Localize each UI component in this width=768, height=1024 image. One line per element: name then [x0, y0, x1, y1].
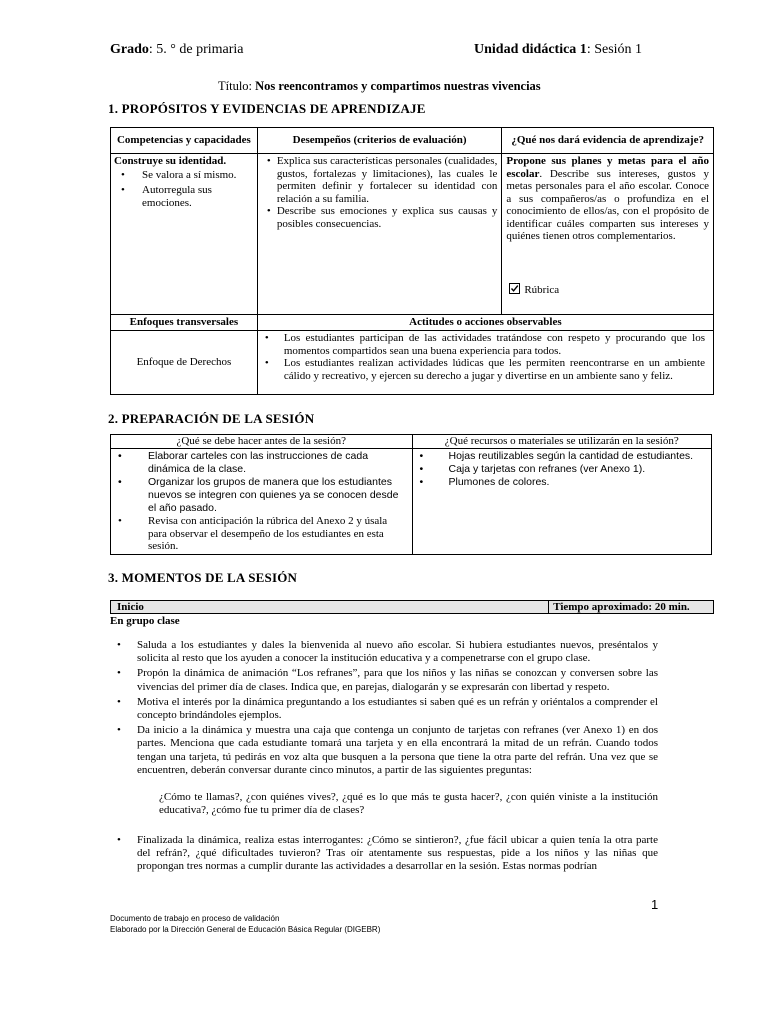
list-item: • Caja y tarjetas con refranes (ver Anexo 1). [413, 463, 710, 476]
inicio-steps-list [110, 639, 658, 777]
enfoques-header-row [111, 315, 714, 331]
list-item: • Plumones de colores. [413, 476, 710, 489]
list-item: • Explica sus características personales (cualidades, gustos, fortalezas y limitaciones), las cuales le permiten definir y fortalecer su identidad con relación a su familia. [260, 155, 498, 205]
list-item: • Hojas reutilizables según la cantidad de estudiantes. [413, 450, 710, 463]
competencias-header: Competencias y capacidades [111, 128, 258, 154]
antes-list [111, 450, 408, 553]
evidencia-bold: Propone sus planes y metas para el año escolar [506, 155, 709, 180]
evidencia-text [506, 155, 709, 243]
capacidades-list [114, 169, 254, 210]
list-item: • Motiva el interés por la dinámica preguntando a los estudiantes si saben qué es un refrán y oriéntalos a comprender el concepto brindándoles ejemplos. [110, 696, 658, 722]
final-steps-list [110, 834, 658, 874]
purposes-header-row [111, 128, 714, 154]
actitudes-list [258, 332, 705, 382]
recursos-cell [412, 449, 712, 555]
competencia-title: Construye su identidad. [114, 155, 227, 167]
unit-label: Unidad didáctica 1 [474, 42, 587, 57]
inicio-bar [110, 600, 714, 614]
rubrica-item [509, 282, 559, 297]
list-item: • Los estudiantes participan de las actividades tratándose con respeto y procurando que los momentos compartidos sean una buena experiencia para todos. [258, 332, 705, 357]
session-title [218, 79, 541, 94]
grupo-clase-label: En grupo clase [110, 615, 180, 627]
enfoque-name: Enfoque de Derechos [111, 331, 258, 395]
dinamica-questions: ¿Cómo te llamas?, ¿con quiénes vives?, ¿qué es lo que más te gusta hacer?, ¿con quién viniste a la institución educativa?, ¿cómo fue tu primer día de clases? [159, 791, 658, 817]
desempenos-cell [257, 154, 502, 315]
unit-header [474, 42, 642, 58]
list-item: • Da inicio a la dinámica y muestra una caja que contenga un conjunto de tarjetas con refranes (ver Anexo 1) en dos partes. Menciona que cada estudiante tomará una tarjeta y en ella encontrará la mitad de un refrán. Cuando todos tengan una tarjeta, tú pedirás en voz alta que busquen a la persona que tiene la otra parte del refrán. Una vez que se encuentren, deberán conversar durante cinco minutos, a partir de las siguientes preguntas: [110, 724, 658, 777]
rubrica-label: Rúbrica [524, 284, 560, 296]
grade-header [110, 42, 244, 58]
actitudes-header: Actitudes o acciones observables [257, 315, 713, 331]
section1-heading: 1. PROPÓSITOS Y EVIDENCIAS DE APRENDIZAJE [108, 101, 426, 116]
grade-value: : 5. ° de primaria [148, 42, 244, 57]
desempenos-header: Desempeños (criterios de evaluación) [257, 128, 502, 154]
inicio-row [111, 601, 714, 614]
list-item: • Organizar los grupos de manera que los estudiantes nuevos se integren con quienes ya se conocen desde el año pasado. [111, 476, 408, 515]
list-item: • Autorregula sus emociones. [114, 184, 254, 209]
purposes-content-row [111, 154, 714, 315]
grade-label: Grado [110, 42, 149, 57]
title-text: Nos reencontramos y compartimos nuestras vivencias [255, 79, 541, 93]
recursos-list [413, 450, 710, 489]
list-item: • Finalizada la dinámica, realiza estas interrogantes: ¿Cómo se sintieron?, ¿fue fácil ubicar a quien tenía la otra parte del refrán?, ¿qué dificultades tuvieron? Tras oír atentamente sus respuestas, pide a los niños y las niñas que propongan tres normas a cumplir durante las actividades a desarrollar en la sesión. Estas normas podrían [110, 834, 658, 874]
inicio-label: Inicio [111, 601, 549, 614]
evidencia-header: ¿Qué nos dará evidencia de aprendizaje? [502, 128, 714, 154]
unit-value: : Sesión 1 [586, 42, 643, 57]
enfoques-content-row [111, 331, 714, 395]
checked-box-icon [509, 283, 520, 294]
antes-cell [111, 449, 413, 555]
preparation-content-row [111, 449, 712, 555]
section2-heading: 2. PREPARACIÓN DE LA SESIÓN [108, 411, 315, 426]
evidencia-body: . Describe sus intereses, gustos y metas personales para el año escolar. Conoce a sus compañeros/as o profundiza en el conocimiento de ellos/as, con el propósito de identificar cuáles comparten sus intereses y quiénes tienen otros complementarios. [506, 167, 709, 242]
actitudes-cell [257, 331, 713, 395]
recursos-header: ¿Qué recursos o materiales se utilizarán en la sesión? [412, 435, 712, 449]
preparation-table [110, 434, 712, 555]
antes-header: ¿Qué se debe hacer antes de la sesión? [111, 435, 413, 449]
competencias-cell [111, 154, 258, 315]
title-label: Título: [218, 79, 256, 93]
footer-line-1: Documento de trabajo en proceso de validación [110, 914, 280, 923]
section3-heading: 3. MOMENTOS DE LA SESIÓN [108, 570, 298, 585]
list-item: • Propón la dinámica de animación “Los refranes”, para que los niños y las niñas se conozcan y conversen sobre las vivencias del primer día de clases. Indica que, en parejas, dialogarán y se expresarán con libertad y respeto. [110, 667, 658, 693]
list-item: • Revisa con anticipación la rúbrica del Anexo 2 y úsala para observar el desempeño de los estudiantes en esta sesión. [111, 515, 408, 553]
list-item: • Los estudiantes realizan actividades lúdicas que les permiten reencontrarse en un ambiente cálido y recreativo, y ejercen su derecho a jugar y divertirse en un ambiente sano y feliz. [258, 357, 705, 382]
preparation-header-row [111, 435, 712, 449]
footer-note [110, 913, 380, 935]
footer-line-2: Elaborado por la Dirección General de Educación Básica Regular (DIGEBR) [110, 925, 381, 934]
enfoques-header: Enfoques transversales [111, 315, 258, 331]
purposes-table [110, 127, 714, 395]
page-number: 1 [651, 897, 659, 912]
evidencia-cell [502, 154, 714, 315]
list-item: • Saluda a los estudiantes y dales la bienvenida al nuevo año escolar. Si hubiera estudiantes nuevos, preséntalos y solicita al resto que los ayuden a conocer la institución educativa y a compenetrarse con el grupo clase. [110, 639, 658, 665]
desempenos-list [260, 155, 498, 230]
list-item: • Elaborar carteles con las instrucciones de cada dinámica de la clase. [111, 450, 408, 476]
list-item: • Describe sus emociones y explica sus causas y posibles consecuencias. [260, 205, 498, 230]
tiempo-label: Tiempo aproximado: 20 min. [549, 601, 714, 614]
list-item: • Se valora a sí mismo. [114, 169, 254, 182]
